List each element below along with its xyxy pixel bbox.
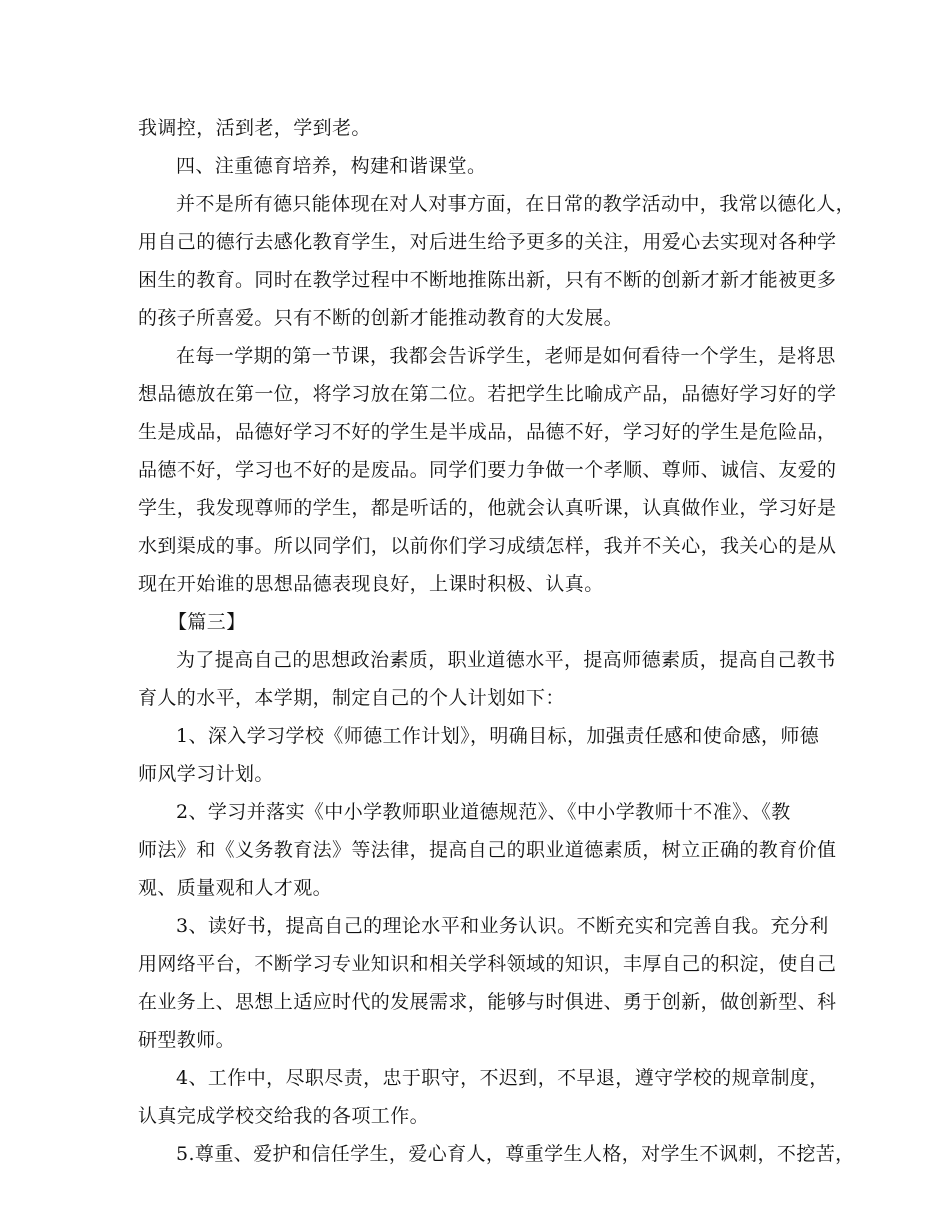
paragraph-line: 的孩子所喜爱。只有不断的创新才能推动教育的大发展。	[138, 307, 624, 329]
list-item-line: 师法》和《义务教育法》等法律，提高自己的职业道德素质，树立正确的教育价值	[138, 839, 837, 861]
list-item-line: 1、深入学习学校《师德工作计划》，明确目标，加强责任感和使命感，师德	[176, 725, 820, 747]
paragraph-line: 生是成品，品德好学习不好的学生是半成品，品德不好，学习好的学生是危险品，	[138, 421, 837, 443]
paragraph-line: 学生，我发现尊师的学生，都是听话的，他就会认真听课，认真做作业，学习好是	[138, 497, 837, 519]
list-item-line: 观、质量观和人才观。	[138, 877, 333, 899]
list-item-line: 师风学习计划。	[138, 763, 274, 785]
list-item-line: 4、工作中，尽职尽责，忠于职守，不迟到，不早退，遵守学校的规章制度，	[176, 1067, 829, 1089]
list-item-line: 认真完成学校交给我的各项工作。	[138, 1105, 430, 1127]
list-item-line: 在业务上、思想上适应时代的发展需求，能够与时俱进、勇于创新，做创新型、科	[138, 991, 837, 1013]
paragraph-line: 现在开始谁的思想品德表现良好，上课时积极、认真。	[138, 573, 604, 595]
paragraph-line: 用自己的德行去感化教育学生，对后进生给予更多的关注，用爱心去实现对各种学	[138, 231, 837, 253]
text-line: 我调控，活到老，学到老。	[138, 117, 371, 139]
paragraph-line: 为了提高自己的思想政治素质，职业道德水平，提高师德素质，提高自己教书	[176, 649, 836, 671]
paragraph-line: 水到渠成的事。所以同学们，以前你们学习成绩怎样，我并不关心，我关心的是从	[138, 535, 837, 557]
list-item-line: 3、读好书，提高自己的理论水平和业务认识。不断充实和完善自我。充分利	[176, 915, 829, 937]
paragraph-line: 并不是所有德只能体现在对人对事方面，在日常的教学活动中，我常以德化人，	[176, 193, 856, 215]
paragraph-line: 育人的水平，本学期，制定自己的个人计划如下：	[138, 687, 565, 709]
list-item-line: 2、学习并落实《中小学教师职业道德规范》、《中小学教师十不准》、《教	[176, 801, 791, 823]
section-heading: 四、注重德育培养，构建和谐课堂。	[176, 155, 487, 177]
list-item-line: 用网络平台，不断学习专业知识和相关学科领域的知识，丰厚自己的积淀，使自己	[138, 953, 837, 975]
chapter-heading: 【篇三】	[168, 611, 246, 633]
paragraph-line: 品德不好，学习也不好的是废品。同学们要力争做一个孝顺、尊师、诚信、友爱的	[138, 459, 837, 481]
list-item-line: 5.尊重、爱护和信任学生，爱心育人，尊重学生人格，对学生不讽刺，不挖苦，	[176, 1143, 855, 1165]
paragraph-line: 在每一学期的第一节课，我都会告诉学生，老师是如何看待一个学生，是将思	[176, 345, 836, 367]
paragraph-line: 想品德放在第一位，将学习放在第二位。若把学生比喻成产品，品德好学习好的学	[138, 383, 837, 405]
paragraph-line: 困生的教育。同时在教学过程中不断地推陈出新，只有不断的创新才新才能被更多	[138, 269, 837, 291]
list-item-line: 研型教师。	[138, 1029, 236, 1051]
